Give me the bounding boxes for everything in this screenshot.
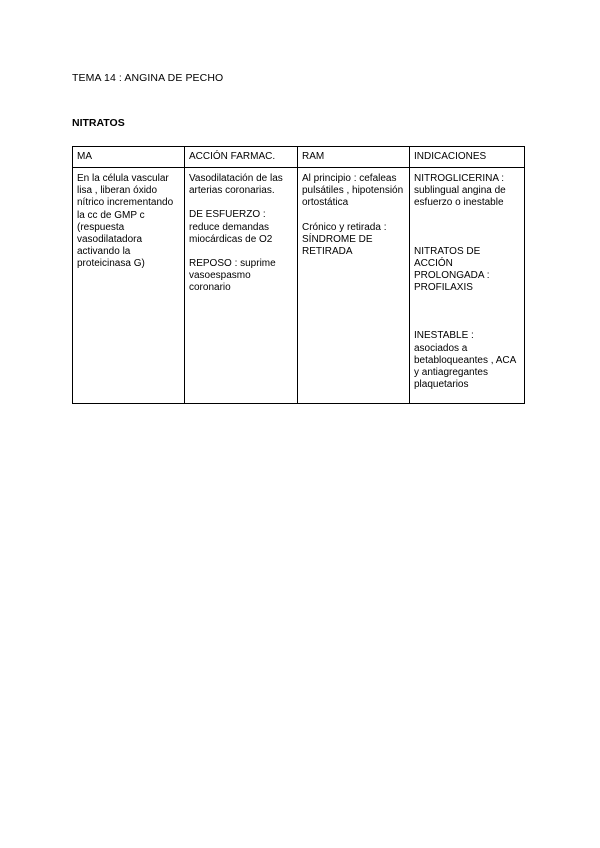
table-header-row xyxy=(73,147,525,168)
nitratos-table xyxy=(72,146,525,404)
section-title: NITRATOS xyxy=(72,117,125,129)
indicacion-inestable: INESTABLE : asociados a betabloqueantes , ACA y antiagregantes plaquetarios xyxy=(414,330,516,391)
ram-principio: Al principio : cefaleas pulsátiles , hipotensión ortostática xyxy=(302,173,404,209)
header-accion-farmac: ACCIÓN FARMAC. xyxy=(185,147,298,168)
header-ram: RAM xyxy=(298,147,410,168)
accion-reposo: REPOSO : suprime vasoespasmo coronario xyxy=(189,258,276,294)
accion-esfuerzo: DE ESFUERZO : reduce demandas miocárdicas de O2 xyxy=(189,209,273,245)
cell-ma xyxy=(73,168,185,404)
indicacion-nitroglicerina: NITROGLICERINA : sublingual angina de esfuerzo o inestable xyxy=(414,173,506,209)
indicacion-accion-prolongada: NITRATOS DE ACCIÓN PROLONGADA : PROFILAXIS xyxy=(414,245,490,294)
table-row xyxy=(73,168,525,404)
header-indicaciones: INDICACIONES xyxy=(410,147,525,168)
header-ma: MA xyxy=(73,147,185,168)
page-title: TEMA 14 : ANGINA DE PECHO xyxy=(72,72,224,84)
ma-text: En la célula vascular lisa , liberan óxido nítrico incrementando la cc de GMP c (respuesta vasodilatadora activando la proteicinasa G) xyxy=(77,173,174,270)
cell-ram xyxy=(298,168,410,404)
ram-cronico: Crónico y retirada : SÍNDROME DE RETIRADA xyxy=(302,221,387,258)
table-body xyxy=(73,168,525,404)
table-header xyxy=(73,147,525,168)
accion-vasodilatacion: Vasodilatación de las arterias coronarias. xyxy=(189,173,283,197)
cell-accion-farmac xyxy=(185,168,298,404)
cell-indicaciones xyxy=(410,168,525,404)
